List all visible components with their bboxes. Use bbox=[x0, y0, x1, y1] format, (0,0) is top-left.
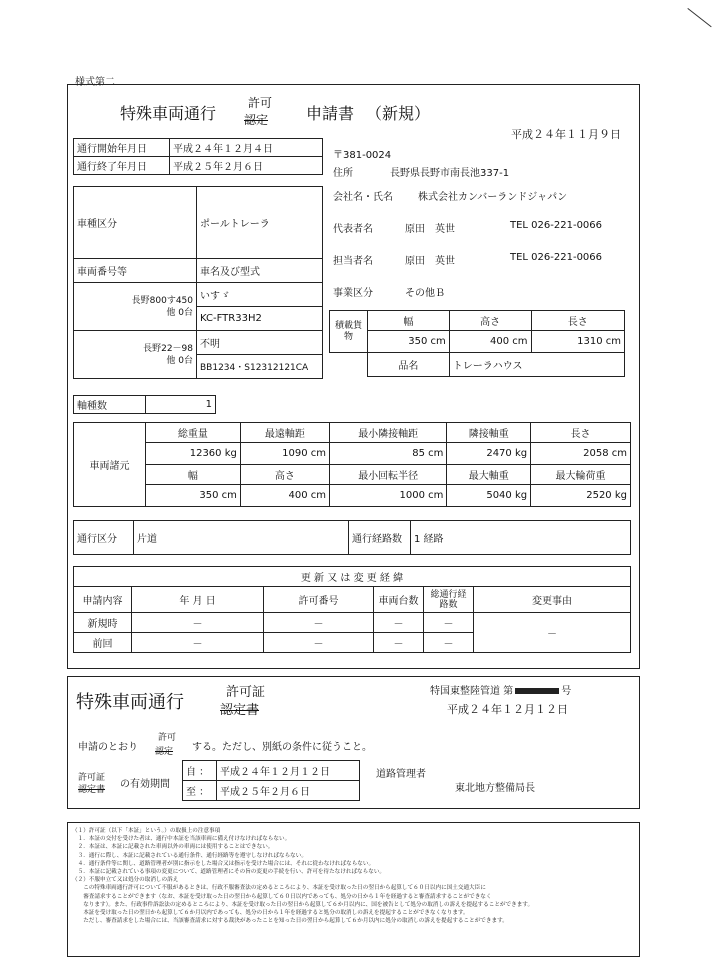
spec-header-5: 長さ bbox=[531, 423, 631, 443]
spec-value-2: 1090 cm bbox=[240, 443, 329, 465]
representative-tel: TEL 026-221-0066 bbox=[510, 220, 603, 231]
history-row-1-label: 新規時 bbox=[74, 613, 132, 633]
representative-label: 代表者名 bbox=[333, 224, 373, 235]
specs-label: 車両諸元 bbox=[74, 423, 146, 507]
postal-code: 〒381-0024 bbox=[333, 150, 392, 161]
history-row-1-vehicles: － bbox=[374, 613, 424, 633]
permit-title-prefix: 特殊車両通行 bbox=[76, 692, 184, 713]
vehicle-type-label: 車種区分 bbox=[74, 187, 197, 259]
note-line: ４．通行条件等に関し、道路管理者が別に指示をした場合又は指示を受けた場合には、それに従わなければならない。 bbox=[72, 860, 375, 867]
spec-header-10: 最大輪荷重 bbox=[531, 465, 631, 485]
vehicle-number-label: 車両番号等 bbox=[74, 259, 197, 283]
validity-table bbox=[182, 760, 360, 801]
history-row-1-permit: － bbox=[264, 613, 374, 633]
period-table bbox=[73, 138, 323, 175]
permit-title-option-permit: 許可証 bbox=[226, 685, 266, 700]
axle-value: 1 bbox=[146, 396, 216, 414]
note-line: ２．本証は、本証に記載された車両以外の車両には使用することはできない。 bbox=[72, 844, 274, 851]
validity-to-value: 平成２５年２月６日 bbox=[217, 781, 360, 801]
end-value: 平成２５年２月６日 bbox=[170, 157, 323, 175]
history-row-2-routes: － bbox=[424, 633, 474, 653]
spec-value-8: 1000 cm bbox=[330, 485, 447, 507]
history-table bbox=[73, 566, 631, 653]
scan-edge-mark bbox=[687, 8, 711, 27]
history-header-1: 申請内容 bbox=[74, 587, 132, 613]
permit-line-option-certify: 認定 bbox=[155, 747, 174, 757]
start-label: 通行開始年月日 bbox=[74, 139, 170, 157]
cargo-length: 1310 cm bbox=[531, 331, 624, 353]
history-title: 更 新 又 は 変 更 経 緯 bbox=[74, 567, 631, 587]
address-label: 住所 bbox=[333, 168, 353, 179]
plate-2-other: 他 0台 bbox=[166, 355, 193, 366]
item-label: 品名 bbox=[368, 353, 450, 377]
axle-label: 軸種数 bbox=[74, 396, 146, 414]
permit-line-prefix: 申請のとおり bbox=[78, 742, 138, 753]
history-change-reason: － bbox=[474, 613, 631, 653]
cargo-label: 積載貨物 bbox=[330, 311, 368, 353]
cargo-header-height: 高さ bbox=[449, 311, 531, 331]
note-line: （２）不服申立て又は処分の取消しの訴え bbox=[72, 877, 179, 884]
validity-label: の有効期間 bbox=[120, 779, 170, 790]
maker-1: いすゞ bbox=[197, 283, 323, 307]
permit-title-option-certify: 認定書 bbox=[220, 703, 260, 718]
spec-value-5: 2058 cm bbox=[531, 443, 631, 465]
route-count-value: 1 経路 bbox=[411, 521, 631, 555]
cargo-table bbox=[329, 310, 625, 377]
application-title-option-permit: 許可 bbox=[248, 96, 273, 110]
road-admin-value: 東北地方整備局長 bbox=[455, 783, 535, 794]
address-value: 長野県長野市南長池337-1 bbox=[390, 168, 510, 179]
history-row-1-routes: － bbox=[424, 613, 474, 633]
cargo-height: 400 cm bbox=[449, 331, 531, 353]
spec-header-1: 総重量 bbox=[146, 423, 241, 443]
note-line: ５．本証に記載されている事項の変更について、道路管理者にその旨の変更の手続を行い、許可を待たなければならない。 bbox=[72, 869, 386, 876]
model-2: BB1234・S12312121CA bbox=[197, 355, 323, 379]
plate-1-other: 他 0台 bbox=[166, 307, 193, 318]
application-date: 平成２４年１１月９日 bbox=[511, 128, 621, 141]
permit-number-redacted bbox=[515, 688, 559, 694]
permit-date: 平成２４年１２月１２日 bbox=[447, 703, 568, 716]
axle-table bbox=[73, 395, 216, 414]
history-header-5: 総通行経路数 bbox=[424, 587, 474, 613]
item-value: トレーラハウス bbox=[449, 353, 624, 377]
note-line: この特殊車両通行許可について不服があるときは、行政不服審査法の定めるところにより、本証を受け取った日の翌日から起算して６０日以内に国土交通大臣に bbox=[72, 885, 486, 892]
permit-line-option-permit: 許可 bbox=[158, 733, 177, 743]
contact-tel: TEL 026-221-0066 bbox=[510, 252, 603, 263]
spec-value-6: 350 cm bbox=[146, 485, 241, 507]
spec-value-7: 400 cm bbox=[240, 485, 329, 507]
note-line: なります）。また、行政事件訴訟法の定めるところにより、本証を受け取った日の翌日から起算して６か月以内に、国を被告として処分の取消しの訴えを提起することができます。 bbox=[72, 901, 534, 908]
validity-from-label: 自 ： bbox=[183, 761, 217, 781]
spec-header-8: 最小回転半径 bbox=[330, 465, 447, 485]
note-line: （１）許可証（以下「本証」という。）の取扱上の注意事項 bbox=[72, 828, 221, 834]
note-line: 審査請求することができます（なお、本証を受け取った日の翌日から起算して６０日以内であっても、処分の日から１年を経過すると審査請求することができなく bbox=[72, 893, 492, 900]
permit-issuer-ref-text: 特国東整陸管道 第 bbox=[430, 686, 514, 697]
application-title-suffix: 申請書 bbox=[306, 104, 355, 123]
history-row-2-label: 前回 bbox=[74, 633, 132, 653]
route-count-label: 通行経路数 bbox=[349, 521, 411, 555]
note-line: １．本証の交付を受けた者は、通行中本証を当該車両に備え付けなければならない。 bbox=[72, 836, 291, 843]
validity-from-value: 平成２４年１２月１２日 bbox=[217, 761, 360, 781]
validity-to-label: 至 ： bbox=[183, 781, 217, 801]
application-title-option-certify: 認定 bbox=[244, 113, 269, 127]
note-line: ただし、審査請求をした場合には、当該審査請求に対する裁決があったことを知った日の翌日から起算して６か月以内に処分の取消しの訴えを提起することができます。 bbox=[72, 918, 508, 925]
company-label: 会社名・氏名 bbox=[333, 192, 393, 203]
route-table bbox=[73, 520, 631, 555]
history-row-2-permit: － bbox=[264, 633, 374, 653]
validity-option-permit: 許可証 bbox=[78, 773, 106, 783]
spec-header-4: 隣接軸重 bbox=[447, 423, 531, 443]
business-label: 事業区分 bbox=[333, 288, 373, 299]
business-value: その他Ｂ bbox=[405, 288, 445, 299]
form-number: 様式第二 bbox=[75, 77, 115, 88]
spec-header-9: 最大軸重 bbox=[447, 465, 531, 485]
application-title-new: （新規） bbox=[366, 104, 431, 123]
cargo-header-length: 長さ bbox=[531, 311, 624, 331]
cargo-header-width: 幅 bbox=[368, 311, 450, 331]
permit-issuer-ref bbox=[430, 682, 571, 697]
route-class-label: 通行区分 bbox=[74, 521, 134, 555]
note-line: 本証を受け取った日の翌日から起算して６か月以内であっても、処分の日から１年を経過すると処分の取消しの訴えを提起することができなくなります。 bbox=[72, 910, 469, 917]
notes-block bbox=[72, 827, 533, 925]
history-header-6: 変更事由 bbox=[474, 587, 631, 613]
history-row-2-date: － bbox=[132, 633, 264, 653]
permit-issuer-ref-suffix: 号 bbox=[561, 686, 572, 697]
maker-2: 不明 bbox=[197, 331, 323, 355]
spec-header-7: 高さ bbox=[240, 465, 329, 485]
history-row-1-date: － bbox=[132, 613, 264, 633]
note-line: ３．通行に際し、本証に記載されている通行条件、通行経路等を遵守しなければならない。 bbox=[72, 852, 307, 859]
contact-label: 担当者名 bbox=[333, 256, 373, 267]
contact-name: 原田 英世 bbox=[405, 256, 455, 267]
plate-1: 長野800す450 bbox=[131, 295, 193, 306]
model-1: KC-FTR33H2 bbox=[197, 307, 323, 331]
vehicle-table bbox=[73, 186, 323, 379]
spec-header-3: 最小隣接軸距 bbox=[330, 423, 447, 443]
history-header-2: 年 月 日 bbox=[132, 587, 264, 613]
vehicle-1-plate bbox=[74, 283, 197, 331]
cargo-width: 350 cm bbox=[368, 331, 450, 353]
plate-2: 長野22－98 bbox=[143, 343, 193, 354]
history-row-2-vehicles: － bbox=[374, 633, 424, 653]
vehicle-type-value: ポールトレーラ bbox=[197, 187, 323, 259]
start-value: 平成２４年１２月４日 bbox=[170, 139, 323, 157]
spec-header-6: 幅 bbox=[146, 465, 241, 485]
road-admin-label: 道路管理者 bbox=[376, 769, 426, 780]
route-class-value: 片道 bbox=[134, 521, 349, 555]
spec-value-1: 12360 kg bbox=[146, 443, 241, 465]
company-value: 株式会社カンバーランドジャパン bbox=[418, 192, 568, 203]
permit-line-suffix: する。ただし、別紙の条件に従うこと。 bbox=[192, 742, 372, 753]
specs-table bbox=[73, 422, 631, 507]
history-header-4: 車両台数 bbox=[374, 587, 424, 613]
spec-value-9: 5040 kg bbox=[447, 485, 531, 507]
end-label: 通行終了年月日 bbox=[74, 157, 170, 175]
vehicle-2-plate bbox=[74, 331, 197, 379]
name-model-label: 車名及び型式 bbox=[197, 259, 323, 283]
representative-name: 原田 英世 bbox=[405, 224, 455, 235]
spec-value-10: 2520 kg bbox=[531, 485, 631, 507]
spec-header-2: 最遠軸距 bbox=[240, 423, 329, 443]
spec-value-4: 2470 kg bbox=[447, 443, 531, 465]
validity-option-certify: 認定書 bbox=[78, 785, 106, 795]
application-title-prefix: 特殊車両通行 bbox=[120, 104, 217, 123]
spec-value-3: 85 cm bbox=[330, 443, 447, 465]
history-header-3: 許可番号 bbox=[264, 587, 374, 613]
